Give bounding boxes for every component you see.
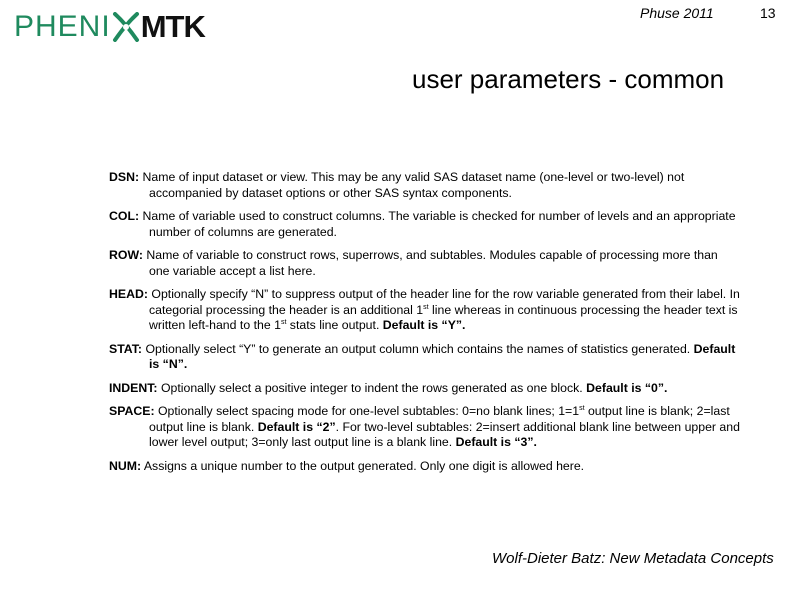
param-description: Optionally specify “N” to suppress output of the header line for the row variable generated from their label. In categorial processing the header is an additional 1 xyxy=(149,287,740,317)
superscript: st xyxy=(423,303,429,311)
param-description: output line is blank; 2=last output line is blank. xyxy=(149,404,730,434)
superscript: st xyxy=(280,319,287,326)
param-num xyxy=(109,459,741,475)
param-description: Assigns a unique number to the output generated. Only one digit is allowed here. xyxy=(143,458,585,473)
param-dsn xyxy=(109,170,741,201)
param-description: Optionally select “Y” to generate an output column which contains the names of statistics generated. xyxy=(145,341,694,356)
logo-text-mtk: MTK xyxy=(140,9,205,44)
logo-text-pheni: PHENI xyxy=(14,10,111,43)
param-name: NUM: xyxy=(109,458,142,473)
param-head xyxy=(109,287,741,334)
param-default: Default is “Y”. xyxy=(382,318,466,332)
conference-label: Phuse 2011 xyxy=(640,5,714,21)
param-description: Name of variable to construct rows, superrows, and subtables. Modules capable of processing more than one variable accept a list here. xyxy=(146,248,718,278)
param-description: stats line output. xyxy=(286,318,383,332)
param-name: DSN: xyxy=(109,170,140,184)
page-number: 13 xyxy=(760,5,776,21)
param-name: ROW: xyxy=(109,248,143,262)
parameter-list xyxy=(109,170,741,482)
param-default: Default is “3”. xyxy=(455,435,537,449)
param-indent xyxy=(109,381,741,397)
param-description: Name of variable used to construct columns. The variable is checked for number of levels and an appropriate number of columns are generated. xyxy=(142,209,736,239)
slide-title: user parameters - common xyxy=(412,64,725,94)
param-description: line whereas in continuous processing the header text is written left-hand to the 1 xyxy=(149,302,738,332)
superscript: st xyxy=(579,405,585,412)
param-row xyxy=(109,248,741,279)
param-default: Default is “0”. xyxy=(586,380,668,395)
param-name: COL: xyxy=(109,209,140,223)
param-description: Optionally select a positive integer to indent the rows generated as one block. xyxy=(160,380,587,395)
phenimtk-logo xyxy=(14,10,205,44)
param-default: Default is “N”. xyxy=(149,341,736,371)
footer-author: Wolf-Dieter Batz: New Metadata Concepts xyxy=(492,550,774,567)
logo-x-mark-icon xyxy=(112,12,140,42)
param-col xyxy=(109,209,741,240)
param-description: Name of input dataset or view. This may be any valid SAS dataset name (one-level or two-level) not accompanied by dataset options or other SAS syntax components. xyxy=(142,170,685,200)
param-name: STAT: xyxy=(109,341,143,356)
param-name: INDENT: xyxy=(109,380,158,395)
param-name: SPACE: xyxy=(109,404,155,418)
param-default: Default is “2” xyxy=(257,419,336,434)
param-description: . For two-level subtables: 2=insert additional blank line between upper and lower level output; 3=only last output line is a blank line. xyxy=(149,419,740,449)
param-stat xyxy=(109,342,741,373)
param-name: HEAD: xyxy=(109,287,148,301)
param-space xyxy=(109,404,741,451)
param-description: Optionally select spacing mode for one-level subtables: 0=no blank lines; 1=1 xyxy=(157,404,580,418)
